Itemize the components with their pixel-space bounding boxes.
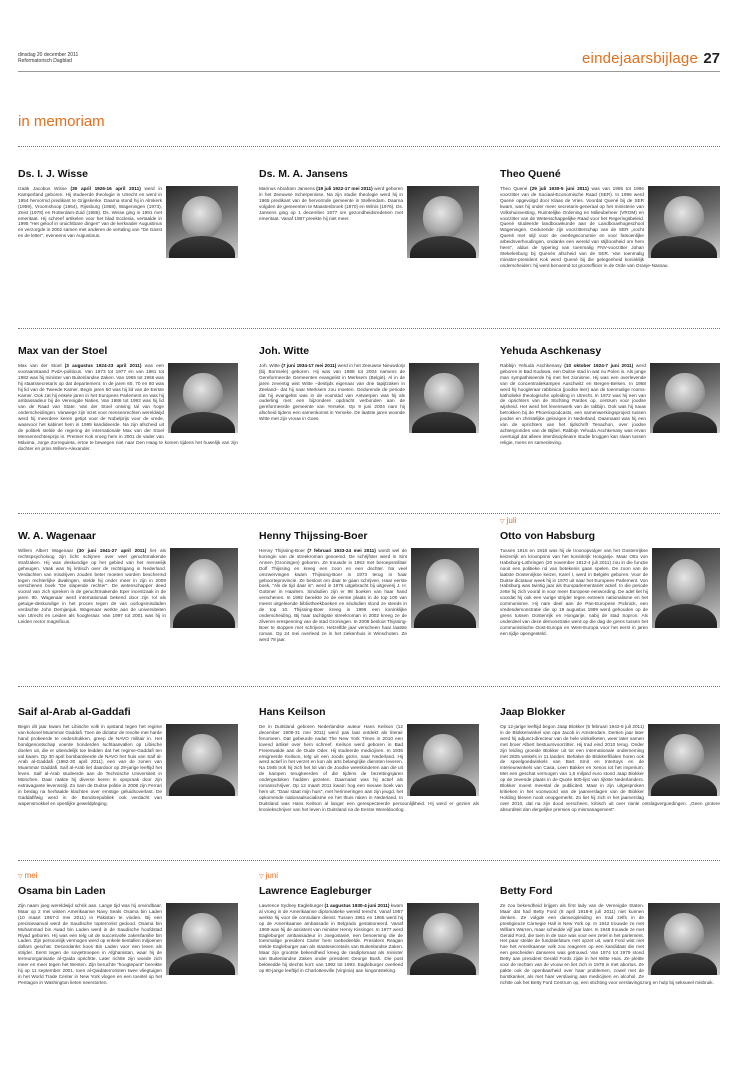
portrait-shoulders xyxy=(412,412,476,433)
portrait-photo xyxy=(648,903,720,975)
portrait-photo xyxy=(411,548,479,628)
portrait-head xyxy=(423,913,463,955)
life-dates: (7 februari 1933-24 mei 2011) xyxy=(307,548,376,553)
triangle-icon: ▽ xyxy=(18,874,23,880)
obituary-text xyxy=(259,363,479,422)
lead-text: Lawrence Sydney Eagleburger xyxy=(259,903,324,908)
portrait-shoulders xyxy=(169,953,235,975)
lead-text: Rabbijn Yehuda Aschkenasy xyxy=(500,363,562,368)
row-divider xyxy=(18,860,720,861)
month-label: mei xyxy=(24,871,38,880)
person-name: Henny Thijssing-Boer xyxy=(259,530,368,542)
obituary-card xyxy=(259,530,479,643)
lead-text: Joh. Witte xyxy=(259,363,280,368)
portrait-head xyxy=(664,913,704,955)
obituary-card xyxy=(18,706,238,807)
obituary-text xyxy=(500,548,720,637)
portrait-shoulders xyxy=(651,953,717,975)
page-number: 27 xyxy=(703,50,720,67)
body-text: Nederlandse auteur Hans Keilson (12 december 1909-31 mei 2011) werd pas laat ontdekt als literair fenomeen. Dat gebeurde nadat The New York Times in 2010 een lovend artikel over hem schreef. Keilson werd geboren in Bad Freienwalde aan de Oude Oder. Hij studeerde medicijnen. In 1936 emigreerde Keilson, telg uit een Joods gezin, naar Nederland. Hij werd actief in het verzet en kon als arts belangrijke diensten leveren. Na 1945 trok hij zich het lot van de Joodse weeskinderen aan die uit de kampen terugkeerden of die tijdens de bezettingsjaren ondergedoken hadden gezeten. Daarnaast was hij actief als romanschrijver. Op 12 maart 2011 kwam hog een nieuwe boek van hem uit: "Daar staat mijn huis", met herinneringen aan zijn jeugd, het opkomende nationaalsocialisme en het thuis raken in Nederland. In Duitsland was Hans Keilson al langer een gerespecteerde persoonlijkheid. Hij werd er gezien als kroniekschrijver van het leven in Duitsland na de Eerste Wereldoorlog. xyxy=(259,724,479,812)
obituary-text xyxy=(18,903,238,986)
body-text: kwam het Libische volk in opstand tegen het regime van kolonel Muammar Gaddafi. Toen de dictator de revolte met harde hand probeerde te onderdrukken, greep de NAVO militair in. Het bondgenootschap voerde honderden luchtaanvallen op Libische doelen uit, die er uiteindelijk toe leidden dat het regime-Gaddafi ten val kwam. Op 30 april bombardeerde de NAVO het huis van Saif al-Arab al-Gaddafi (1982-30 april 2011), een van de zonen van Muammar Gaddafi. Saif al-Arab liet daardoor op 29-jarige leeftijd het leven. Saif al-Arab studeerde aan de Technische Universiteit in München. Daar raakte hij diverse keren in opspraak door zijn extravagante levensstijl. Zo nam de Duitse politie in 2008 zijn Ferrari in beslag na herhaalde klachten over ernstige geluidsoverlast. De Gaddafifwig werd in de Bondsrepubliek ook verdacht van wapensmokkel en openlijke geweldpleging. xyxy=(18,724,163,806)
portrait-shoulders xyxy=(651,774,717,796)
portrait-shoulders xyxy=(651,236,717,258)
obituary-text xyxy=(259,548,479,643)
portrait-shoulders xyxy=(410,953,476,975)
body-text: werd geboren in het Zeeuwse Scherpenisse. Na zijn studie theologie werd hij in 1965 predikant van de hervormde gemeente in Stellendam. Daarna volgden de gemeenten te Maastenbroek (1970) en Wilnis (1976). Ds. Jansens ging op 1 december 1977 om gezondheidsredenen met emeritaat. Vanaf 1987 preekte hij niet meer. xyxy=(259,186,403,221)
portrait-head xyxy=(182,196,222,238)
person-name: Osama bin Laden xyxy=(18,885,106,897)
obituary-card xyxy=(18,168,238,261)
portrait-head xyxy=(664,196,704,238)
portrait-shoulders xyxy=(169,236,235,258)
supplement-title: eindejaarsbijlage xyxy=(582,50,698,67)
portrait-head xyxy=(426,559,464,605)
obituary-card xyxy=(500,168,720,269)
portrait-photo xyxy=(650,363,720,433)
life-dates: (1 augustus 1930-4 juni 2011) xyxy=(324,903,390,908)
dateline xyxy=(18,52,78,64)
lead-text: Zijn naam xyxy=(18,903,39,908)
obituary-text xyxy=(500,724,720,813)
portrait-photo xyxy=(407,186,479,258)
lead-text: Theo Quené xyxy=(500,186,528,191)
body-text: kwam al vroeg in de Amerikaanse diplomatieke wereld terecht. Vanaf 1957 werkte hij voor de consulaire dienst. Tussen 1961 en 1965 werd hij op de Amerikaanse ambassade in Belgrado gestationeerd. Vanaf 1969 was hij de assistent van minister Henry Kissinger. In 1977 werd Eagleburger ambassadeur in Joegoslavië, een benoeming die de toenmalige president Carter hem toebedeelde. President Reagan stelde Eagleburger aan als staatssecretaris van Buitenlandse Zaken. Maar zijn grootste bekendheid kreeg de rasdiplomaat als minister van Buitenlandse Zaken onder president George Bush. Die post bekleedde hij slechts kort: van 1992 tot 1993. Eagleburger overleed op 80-jarige leeftijd in Charlottesville (Virginia) aan longontsteking. xyxy=(259,903,403,973)
issue-date: dinsdag 20 december 2011 xyxy=(18,52,79,58)
obituary-text xyxy=(18,548,238,625)
obituary-card xyxy=(259,871,479,978)
lead-text: Op 12-jarige leeftijd xyxy=(500,724,542,729)
obituary-text xyxy=(500,363,720,446)
obituary-text xyxy=(18,724,238,807)
masthead-rule xyxy=(18,71,720,72)
section-title: in memoriam xyxy=(18,113,105,130)
person-name: W. A. Wagenaar xyxy=(18,530,96,542)
body-text: als first lady van de Verenigde Staten. Maar dat had Betty Ford (8 april 1918-8 juli 2011) niet kunnen denken. Ze volgde een danseopleiding en trad zelfs in de prestigieuze Carnegie Hall in New York op. In 1942 trouwde ze met William Warren, maar scheidde vijf jaar later. In 1948 trouwde ze met Gerald Ford, die toen in de race was voor een zetel in het parlement. Het paar stelde de fundatiefatum met opzet uit, want Ford wist niet hoe het Amerikaanse volk zou reageren op een kandidaat die met een gescheiden danseres was getrouwd. Van 1974 tot 1979 stond Betty aan president Gerald Fords zijde in het Witte Huis. Ze pleitte voor de rechten van de vrouw en liet zich in 1978 in met abortus. Ze pakte ook de openbaarheid over haar problemen, zowel met de borstkanker, als met haar verslaving aan medicijnen en alcohol. Ze richtte ook het Betty Ford Centrum op, een stichting voor verslavingszorg en hulp bij seksueel misbruik. xyxy=(500,903,714,985)
portrait-shoulders xyxy=(169,774,235,796)
person-name: Max van der Stoel xyxy=(18,345,108,357)
newspaper-name: Reformatorisch Dagblad xyxy=(18,58,72,64)
obituary-card xyxy=(500,706,720,813)
portrait-head xyxy=(423,196,463,238)
body-text: was een vooraanstaand PvdA-politicus. Van 1973 tot 1977 en van 1981 tot 1982 was hij minister van Buitenlandse Zaken. Van 1965 tot 1966 was hij staatssecretaris op dat departement. In de jaren 60, 70 en 80 was hij lid van de Tweede Kamer. Begin jaren 60 was hij lid van de Eerste Kamer. Ook zat hij enkele jaren in het Europees Parlement en was hij ambassadeur bij de Verenigde Naties. Van 1986 tot 1993 was hij lid van de Raad van State. Van der Stoel ontving tal van hoge onderscheidingen. Vanwege zijn inzet voor mensenrechten wereldwijd werd hij meerdere keren getipt voor de Nobelprijs voor de vrede, waarvoor het kabinet hem in 1999 kandideerde. Na zijn afscheid uit de politiek stelde de regering de internationale Max van der Stoel Mensenrechtenprijs in. Premier Kok vroeg hem in 2001 de vader van Máxima, Jorge Zorreguieta, ertoe te bewegen niet naar Den Haag te komen tijdens het huwelijk van zijn dochter en prins Willem-Alexander. xyxy=(18,363,238,451)
person-name: Betty Ford xyxy=(500,885,553,897)
row-divider xyxy=(18,686,720,687)
month-label: juni xyxy=(265,871,279,880)
obituary-text xyxy=(500,903,720,986)
portrait-head xyxy=(423,734,463,776)
person-name: Theo Quené xyxy=(500,168,561,180)
person-name: Hans Keilson xyxy=(259,706,326,718)
lead-text: Izaäk Jacobus Wisse xyxy=(18,186,67,191)
life-dates: (30 juni 1941-27 april 2011) xyxy=(77,548,147,553)
portrait-shoulders xyxy=(173,604,236,628)
lead-text: Marinus Abraham Jansens xyxy=(259,186,315,191)
portrait-head xyxy=(424,373,463,414)
person-name: Joh. Witte xyxy=(259,345,310,357)
row-divider xyxy=(18,513,720,514)
obituary-card xyxy=(500,345,720,446)
row-divider xyxy=(18,328,720,329)
person-name: Yehuda Aschkenasy xyxy=(500,345,602,357)
portrait-head xyxy=(185,559,223,605)
body-text: joeg wereldwijd schrik aan. Lange tijd was hij onvindbaar. Maar op 2 mei wisten Amerikaanse Navy Seals Osama bin Laden (10 maart 1957-2 mei 2011) in Pakistan te vinden. Bij een precisieaanval werd de Saudische topterrorist gedood. Osama bin Muhammad bin Awad bin Laden werd in de Saudische hoofdstad Riyad geboren. Hij was een telg uit de succesvolle zakenfamilie bin Laden. Zijn persoonlijk vermogen werd op enkele tientallen miljoenen dollars geschat. Desondanks koos Bin Laden voor een leven als strijder. Eerst tegen de sovjettroepen in Afghanistan, waar hij de terreurorganisatie al-Qaida oprichtte. Later richtte zijn woede zich meer en meer tegen het Westen. Zijn beruchte "hoogtepunt" bereikte hij op 11 september 2001, toen al-Qaidaterroristen twee vliegtuigen in het World Trade Center in New York vlogen en een toestel op het Pentagon in Washington lieten neerstorten. xyxy=(18,903,162,985)
portrait-photo xyxy=(170,548,238,628)
body-text: werd in Kamperland geboren. Hij studeerde theologie in Utrecht en werd in 1954 hervormd predikant te Grijpskerke. Daarna stond hij in Almkerk (1959), Vroomshoop (1964), Rijssburg (1968), Wageningen (1973), Zeist (1978) en Rotterdam-Zuid (1986). Ds. Wisse ging in 1991 met emeritaat. Hij schreef artikelen voor het blad Ecclesia, vertaalde in 1995 "Het geloof in oruichtbare dingen" van de kerkvader Augustinus en verzorgde in 2002 samen met anderen de vertaling van "De Gasst en de letter", eveneens van Augustinus. xyxy=(18,186,162,239)
life-dates: (7 juni 1934-17 mei 2011) xyxy=(281,363,337,368)
triangle-icon: ▽ xyxy=(500,519,505,525)
triangle-icon: ▽ xyxy=(259,874,264,880)
life-dates: (10 oktober 1924-7 juni 2011) xyxy=(564,363,634,368)
person-name: Jaap Blokker xyxy=(500,706,566,718)
obituary-card xyxy=(500,516,720,637)
portrait-photo xyxy=(409,363,479,433)
portrait-photo xyxy=(168,363,238,433)
portrait-shoulders xyxy=(410,236,476,258)
body-text: werd in het Zeeuwse Nieuwdorp (bij Borssele) geboren. Hij was van 1988 tot 2004 namens de Gereformeerde Gemeenten evangelist in Merksem (België). Al in de jaren zeventig wist Witte –destijds eigenaar van drie tapijtzaken in Zeeland– dat hij naar Merksem zou moeten. Gedurende de periode dat hij evangelist was in de voorstad van Antwerpen was hij als ouderling met een bijzondere opdracht verbonden aan de gereformeerde gemeente van Yerseke. Op 9 juni 2004 nam hij afscheid tijdens een samenkomst in Yerseke. De laatste jaren woonde Witte met zijn vrouw in Goes. xyxy=(259,363,406,422)
portrait-shoulders xyxy=(410,774,476,796)
month-label: juli xyxy=(506,516,517,525)
lead-text: De in Duitsland geboren xyxy=(259,724,315,729)
obituary-card xyxy=(259,168,479,261)
life-dates: (30 april 1926-16 april 2011) xyxy=(70,186,141,191)
person-name: Ds. I. J. Wisse xyxy=(18,168,88,180)
portrait-photo xyxy=(648,186,720,258)
portrait-photo xyxy=(166,724,238,796)
section-rule xyxy=(18,146,720,147)
life-dates: (19 juli 1922-17 mei 2011) xyxy=(316,186,373,191)
person-name: Otto von Habsburg xyxy=(500,530,596,542)
portrait-photo xyxy=(407,903,479,975)
obituary-card xyxy=(18,345,238,452)
portrait-photo xyxy=(407,724,479,796)
portrait-photo xyxy=(648,724,720,796)
person-name: Lawrence Eagleburger xyxy=(259,885,372,897)
obituary-card xyxy=(500,885,720,986)
obituary-card xyxy=(18,530,238,631)
lead-text: Willem Albert Wagenaar xyxy=(18,548,74,553)
person-name: Saif al-Arab al-Gaddafi xyxy=(18,706,131,718)
portrait-photo xyxy=(166,903,238,975)
obituary-card xyxy=(259,706,479,813)
portrait-photo xyxy=(652,548,720,628)
portrait-head xyxy=(182,913,222,955)
obituary-card xyxy=(259,345,479,436)
portrait-shoulders xyxy=(414,604,477,628)
lead-text: Henny Thijssing-Boer xyxy=(259,548,305,553)
obituary-text xyxy=(500,186,720,269)
portrait-head xyxy=(182,734,222,776)
month-kicker xyxy=(18,871,38,880)
obituary-text xyxy=(259,724,479,813)
lead-text: Max van der Stoel xyxy=(18,363,62,368)
life-dates: (29 juli 1930-5 juni 2011) xyxy=(530,186,589,191)
body-text: was van 1985 tot 1996 voorzitter van de Sociaal-Economische Raad (SER). In 1996 werd Quené opgevolgd door Klaas de Vries. Voordat Quené bij de SER kwam, was hij onder meer secretaris-generaal op het ministerie van Volkshuisvesting, Ruimtelijke Ordening en Milieubeheer (VROM) en voorzitter van de Wetenschappelijke Raad voor het Regeringsbeleid. Quené studeerde landbouwkunde aan de Landbouwhogeschool Wageningen. Gedurende zijn voorzitterschap van de SER „vocht Quené met stijl voor de overlegeconomie en voor fatsoenlijke arbeidsverhoudingen, ondanks een wereld van stijlloosheid om hem heen", aldus de typering van toenmalig FNV-voorzitter Johan Stekelenburg bij Quenés afscheid van de SER. Van toenmalig minister-president Kok werd Quené bij die gelegenheid koninklijk onderscheiden: hij werd benoemd tot grootofficier in de Orde van Oranje-Nassau. xyxy=(500,186,669,268)
month-kicker xyxy=(259,871,278,880)
body-text: begon Jaap Blokker (5 februari 1942-8 juli 2011) in de Blokkerwinkel van opa Jacob in Amsterdam. Dertien jaar later werd hij adjunct-directeur van de hele winkelketen, weer later samen met broer Albert bestuursvoorzitter. Hij trad eind 2010 terug. Onder zijn leiding groeide Blokker uit tot een internationale onderneming met 2825 winkels in 11 landen. Behalve de Blokkerfilialen horen ook de speelgoedwinkels van Bart Smit en Intertoys en de interieurwinkels van Casa, Leen Bakker en Xenos tot het imperium. Met een geschat vermogen van 1,6 miljard euro stond Jaap Blokker op de zevende plaats in de Quote 500-lijst van rijkste Nederlanders. Blokker moest meestal de publiciteit. Maar in zijn uitgesproken kritieken in het voorwoord van de jaarverslagen van de Blokker Holding bleven nooit onopgemerkt. Zo liet hij zich in het jaarverslag over 2010, dat na zijn dood verscheen, kritisch uit over rianle ontslagvergoedingen. „Geen grotere absurditeit dan dergelijke premies op mismanagement". xyxy=(500,724,720,812)
obituary-text xyxy=(259,903,479,974)
obituary-text xyxy=(18,363,238,452)
lead-text: Begin dit jaar xyxy=(18,724,47,729)
masthead xyxy=(18,50,720,74)
portrait-photo xyxy=(166,186,238,258)
body-text: liet als rechtspsycholoog zijn licht schijnen over veel geruchtmakende strafzaken. Hij was deskundige op het gebied van het menselijk geheugen. Vaak was hij kritisch over de rechtsgang in Nederland. Verdachten van misdrijven zouden beter moeten worden beschermd tegen rechterlijke dwalingen, stelde hij onder meer in zijn in 2009 verschenen boek "De slapende rechter". De wetenschapper deed vooral van zich spreken in de geruchtmakende Eper incestzaak in de jaren 90. Wagenaar werd internationaal bekend door zijn rol als getuige-deskundige in het proces tegen de van oorlogsmisdaden verdachte John Demjanjuk. Wagenaar werkte aan de universiteiten van Utrecht en Leiden als hoogleraar. Van 1997 tot 2001 was hij in Leiden rector magnificus. xyxy=(18,548,166,624)
portrait-head xyxy=(664,734,704,776)
portrait-shoulders xyxy=(653,412,717,433)
portrait-head xyxy=(665,373,704,414)
portrait-head xyxy=(183,373,222,414)
portrait-head xyxy=(667,559,705,605)
obituary-card xyxy=(18,871,238,986)
month-kicker xyxy=(500,516,516,525)
obituary-text xyxy=(259,186,479,221)
body-text: werd geboren in Bad Kudowa, een Duitse stad in wat nu Polen is. Als jonge man sympathiseerde hij met het zionisme. Hij was een overlevende van de concentratiekampen Auschwitz en Bergen-Belsen. In 1968 werd hij hoogleraar rabbinica (joodse leer) aan de toenmalige rooms-katholieke theologische opleiding in Utrecht. In 1972 was hij een van de oprichters van de Stichting Pardes op, centrum voor joodse wijsheid. Het werd het levenswerk van de rabbijn. Ook was hij nauw betrokken bij de Phoenixpodcasts, een samenwerkingsproject tussen joodse en christelijke gelovigen in Nederland. Daarnaast was hij een van de oprichters van het tijdschrift Tenachon, over joodse achtergronden van de Bijbel. Rabbijn Yehuda Aschkenasy was ervan overtuigd dat alleen interdisciplinaire studie bruggen kan slaan tussen religie, mens en samenleving. xyxy=(500,363,646,445)
life-dates: (3 augustus 1924-23 april 2011) xyxy=(64,363,142,368)
portrait-shoulders xyxy=(171,412,235,433)
portrait-shoulders xyxy=(655,604,718,628)
body-text: wordt wel de koningin van de streekroman genoemd. De schrijfster werd in Sint Annen (Groningen) geboren. Ze trouwde in 1953 met beroepsmilitair Dolf Thijssing en kreeg een zoon en een dochter. Na veel omzwervingen kwam Thijssing-Boer in 1973 terug in haar geboorteprovincie. Ze besloot om daar te gaan schrijven. Haar eerste boek, "Als de tijd daar is", werd in 1976 uitgebracht bij uitgeverij J. H. Gottmer in Haarlem. Sindsdien zijn er 98 boeken van haar hand verschenen. In 1992 bereikte ze de eerste plaats in de top 100 van meest uitgeleende bibliotheekboeken en sindsdien stond ze steeds in de top 10. Thijssing-Boer kreeg in 1996 een koninklijke onderscheiding. Bij haar tachtigste streekroman in 2002 kreeg ze de zilveren erespenning van de stad Groningen. In 2008 besloot Thijssing-Boer te stoppen met schrijven. Hetzelfde jaar verscheen haar laatste roman. Op 24 mei overleed ze in het ziekenhuis in Winschoten. Ze werd 78 jaar. xyxy=(259,548,407,642)
lead-text: Tussen 1916 en 1918 xyxy=(500,548,548,553)
lead-text: Ze zou bekendheid krijgen xyxy=(500,903,558,908)
person-name: Ds. M. A. Jansens xyxy=(259,168,348,180)
body-text: was hij de troonopvolger van het Oostenrijkse keizerrijk en kroonprins van het koninkrijk Hongarije. Maar Otto von Habsburg-Lothringen (20 november 1912-4 juli 2011) zou in die functie nooit een politieke rol van betekenis gaan spelen. De zoon van de laatste Oostenrijkse keizer, Karel I, werd in Belgiën geboren. Voor de Duitse dictatuur week hij in 1970 uit naar het Europees Parlement. Von Habsburg was twintig jaar als Europarlementariër actief. In die periode zette hij zich vooral in voor meer Europese eenwording. De adel liet hij voordat hij ook een vurige strijder tegen extreem nationalisme en het communisme. Hij nam deel aan de Pan-Europese Picknick, een vredesdemonstratie die op 19 augustus 1989 werd gehouden op de grens tussen Oostenrijk en Hongarije, nabij de stad Sopron. Als onderdeel van deze demonstratie werd op die dag de grens tussen het communistische Oost-Europa en West-Europa voor het eerst in jaren een tijdje opengesteld. xyxy=(500,548,648,636)
obituary-text xyxy=(18,186,238,239)
